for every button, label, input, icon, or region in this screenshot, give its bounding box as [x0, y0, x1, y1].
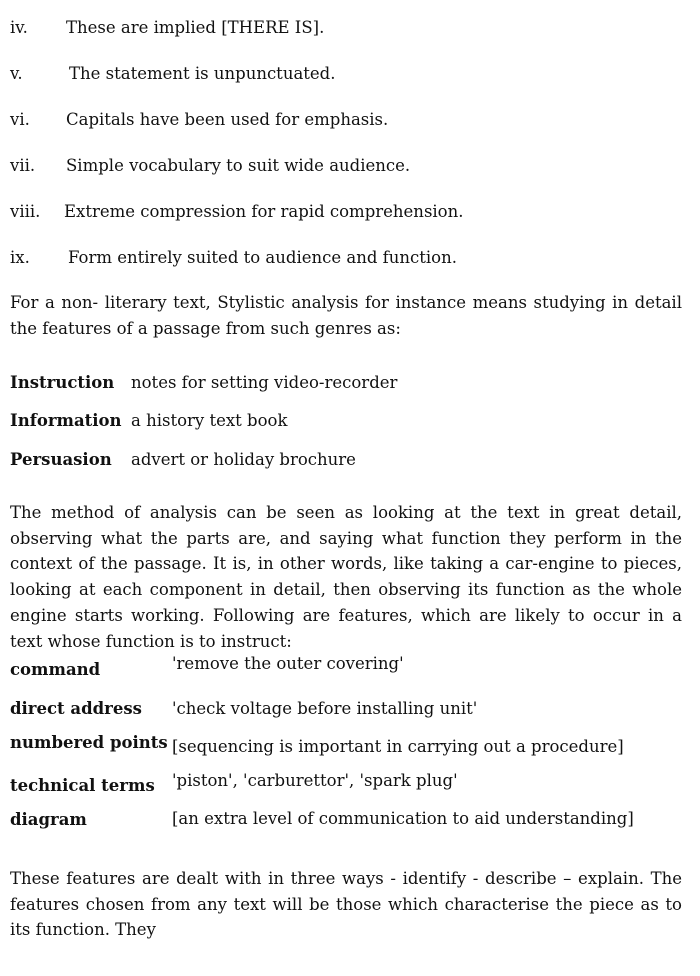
- feature-term: numbered points: [10, 733, 168, 752]
- item-text: The statement is unpunctuated.: [69, 64, 336, 83]
- genre-example: advert or holiday brochure: [131, 450, 356, 469]
- item-numeral: ix.: [10, 248, 30, 267]
- feature-example: 'check voltage before installing unit': [172, 699, 478, 718]
- feature-term: technical terms: [10, 776, 155, 795]
- genre-example: a history text book: [131, 411, 288, 430]
- item-numeral: v.: [10, 64, 23, 83]
- closing-paragraph: These features are dealt with in three ways - identify - describe – explain. The features chosen from any text will be those which characterise the piece as to its function. They: [10, 869, 682, 940]
- item-numeral: iv.: [10, 18, 28, 37]
- feature-example: 'remove the outer covering': [172, 654, 404, 673]
- method-paragraph: The method of analysis can be seen as looking at the text in great detail, observing what the parts are, and saying what function they perform in the context of the passage. It is, in other words, like taking a car-engine to pieces, looking at each component in detail, then observing its function as the whole engine starts working. Following are features, which are likely to occur in a text whose function is to instruct:: [10, 503, 682, 651]
- item-text: Capitals have been used for emphasis.: [66, 110, 389, 129]
- item-numeral: vii.: [10, 156, 36, 175]
- item-text: These are implied [THERE IS].: [66, 18, 325, 37]
- genre-example: notes for setting video-recorder: [131, 373, 398, 392]
- feature-example: 'piston', 'carburettor', 'spark plug': [172, 771, 458, 790]
- intro-paragraph: For a non- literary text, Stylistic analysis for instance means studying in detail the features of a passage from such genres as:: [10, 293, 682, 338]
- genre-term: Instruction: [10, 373, 115, 392]
- feature-term: command: [10, 660, 101, 679]
- genre-term: Information: [10, 411, 122, 430]
- item-text: Form entirely suited to audience and function.: [68, 248, 457, 267]
- item-numeral: vi.: [10, 110, 30, 129]
- feature-example: [an extra level of communication to aid understanding]: [172, 809, 634, 828]
- genre-term: Persuasion: [10, 450, 112, 469]
- feature-term: diagram: [10, 810, 87, 829]
- feature-example: [sequencing is important in carrying out a procedure]: [172, 737, 624, 756]
- feature-term: direct address: [10, 699, 142, 718]
- item-text: Extreme compression for rapid comprehension.: [64, 202, 464, 221]
- item-numeral: viii.: [10, 202, 41, 221]
- item-text: Simple vocabulary to suit wide audience.: [66, 156, 411, 175]
